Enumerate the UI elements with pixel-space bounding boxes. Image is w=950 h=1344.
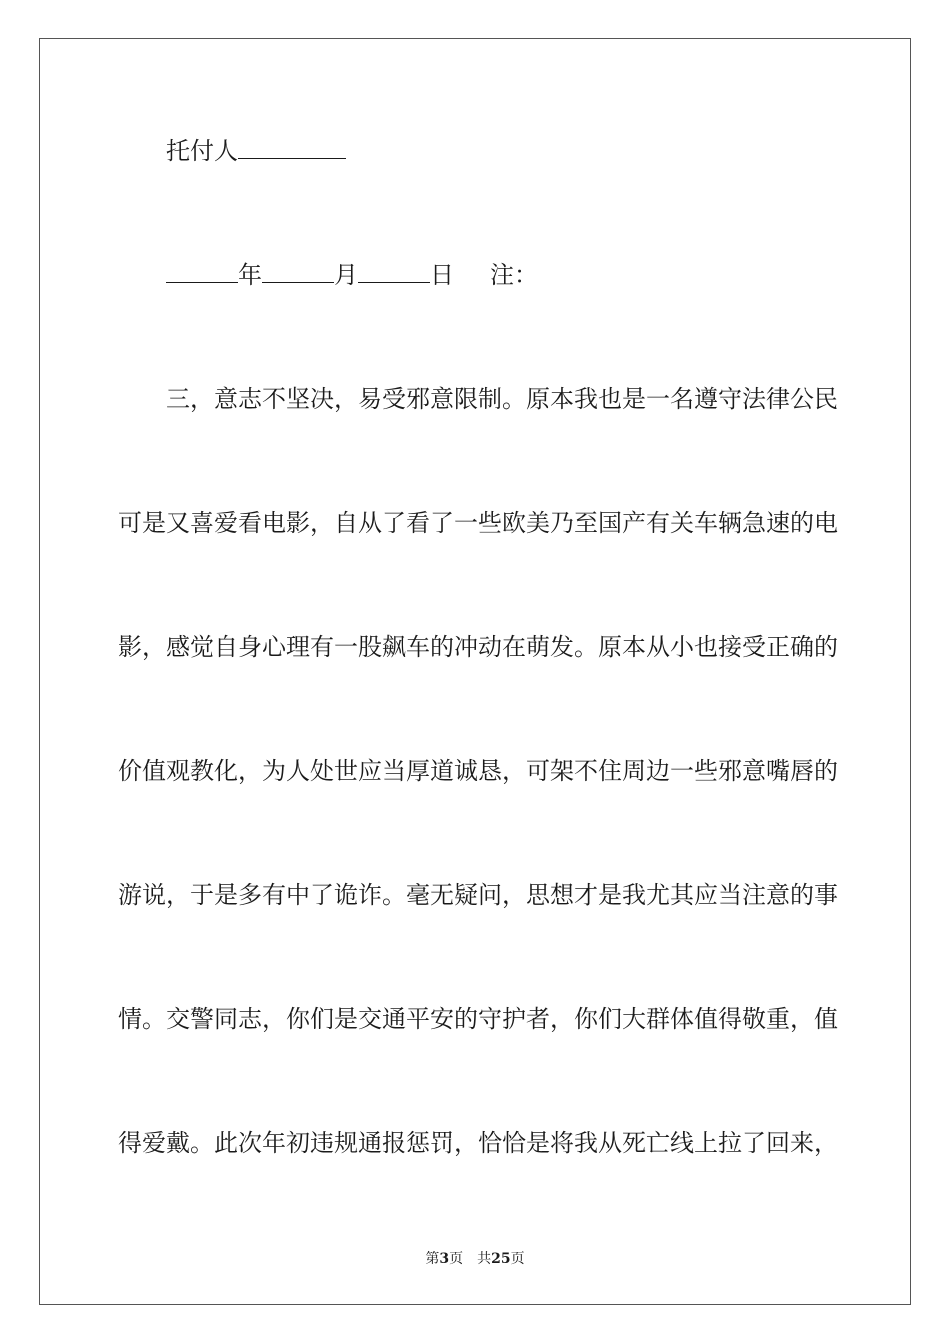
day-label: 日 [430,261,454,289]
client-label: 托付人 [166,137,238,165]
page-border [39,38,911,1305]
client-line [166,136,834,166]
month-blank [262,260,334,283]
body-line-6: 情。交警同志，你们是交通平安的守护者，你们大群体值得敬重，值 [118,1005,838,1033]
day-blank [358,260,430,283]
total-prefix: 共 [477,1251,492,1267]
month-label: 月 [334,261,358,289]
body-line-2: 可是又喜爱看电影，自从了看了一些欧美乃至国产有关车辆急速的电 [118,509,838,537]
year-blank [166,260,238,283]
body-line-4: 价值观教化，为人处世应当厚道诚恳，可架不住周边一些邪意嘴唇的 [118,757,838,785]
page-footer [0,1248,950,1268]
body-line-7: 得爱戴。此次年初违规通报惩罚，恰恰是将我从死亡线上拉了回来， [118,1129,838,1157]
page-prefix: 第 [425,1251,440,1267]
body-line-3: 影，感觉自身心理有一股飙车的冲动在萌发。原本从小也接受正确的 [118,633,838,661]
total-number: 25 [491,1251,511,1267]
body-line-5: 游说，于是多有中了诡诈。毫无疑问，思想才是我尤其应当注意的事 [118,881,838,909]
page-suffix: 页 [449,1251,464,1267]
total-suffix: 页 [510,1251,525,1267]
year-label: 年 [238,261,262,289]
note-label: 注： [490,261,538,289]
date-line [166,260,834,290]
client-blank [238,136,346,159]
body-line-1: 三，意志不坚决，易受邪意限制。原本我也是一名遵守法律公民 [166,385,838,413]
page-number: 3 [439,1251,450,1267]
